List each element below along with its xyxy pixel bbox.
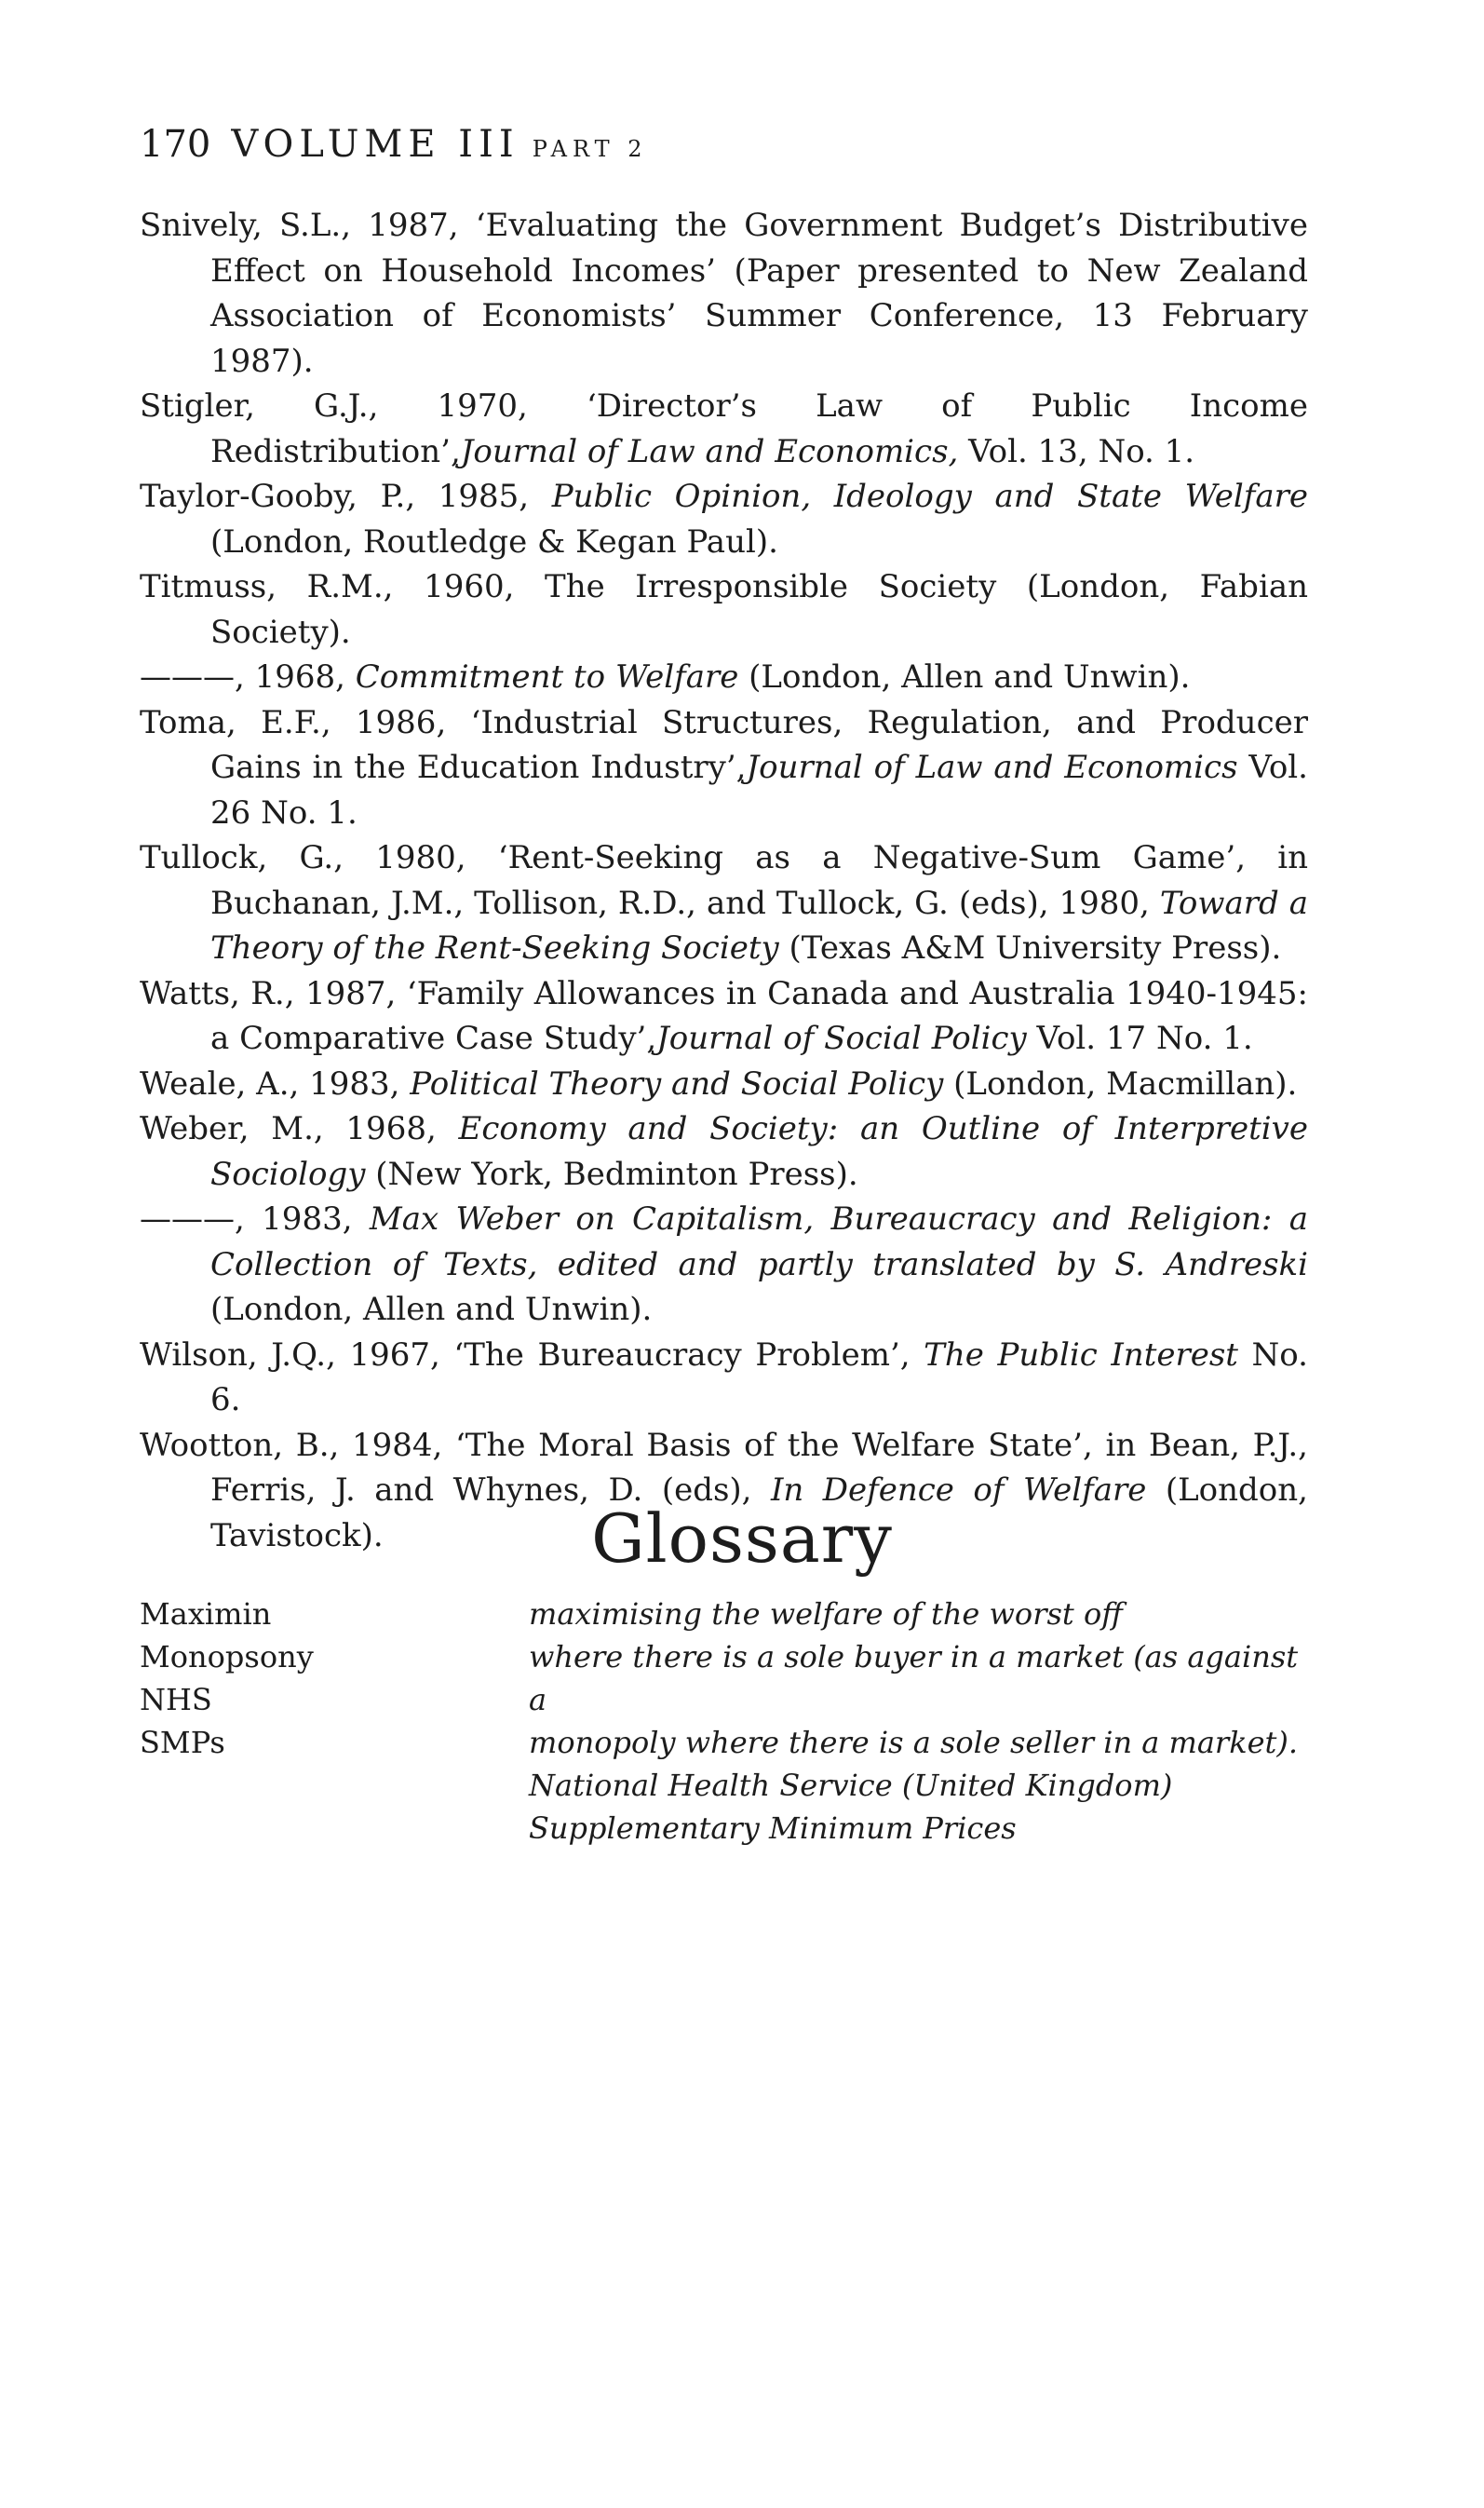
reference-title: The Public Interest — [924, 1335, 1238, 1374]
reference-title: Journal of Social Policy — [656, 1020, 1027, 1057]
glossary-definition: monopoly where there is a sole seller in a market). — [529, 1725, 1299, 1760]
reference-details: (London, Allen and Unwin). — [210, 1291, 653, 1328]
reference-title: Max Weber on Capitalism, Bureaucracy and Religion: a Collection of Texts, edited and partly translated by S. Andreski — [210, 1200, 1309, 1283]
reference-text: Watts, R., 1987, ‘Family Allowances in Canada and Australia 1940-1945: a Comparative Case Study’, — [140, 974, 1308, 1057]
glossary-definition: where there is a sole buyer in a market (as against a — [529, 1639, 1299, 1717]
reference-text: Wootton, B., 1984, ‘The Moral Basis of the Welfare State’, in Bean, P.J., Ferris, J. and Whynes, D. (eds), — [140, 1426, 1308, 1509]
volume-label: VOLUME III — [231, 123, 519, 166]
reference-text: Snively, S.L., 1987, ‘Evaluating the Government Budget’s Distributive Effect on Household Incomes’ (Paper presented to New Zealand Association of Economists’ Summer Conference, 13 February 1987). — [140, 207, 1308, 380]
reference-entry — [140, 1106, 1308, 1197]
reference-text: Weber, M., 1968, — [140, 1110, 459, 1147]
reference-details: Vol. 26 No. 1. — [210, 749, 1308, 832]
reference-title: Commitment to Welfare — [355, 658, 739, 696]
reference-title: Economy and Society: an Outline of Interpretive Sociology — [210, 1110, 1308, 1193]
reference-details: (London, Routledge & Kegan Paul). — [210, 522, 778, 561]
reference-text: ———, 1968, — [140, 658, 356, 696]
page-number: 170 — [140, 123, 211, 166]
reference-entry — [140, 971, 1308, 1062]
reference-details: (London, Allen and Unwin). — [738, 658, 1191, 696]
glossary-definitions — [529, 1593, 1311, 1850]
reference-details: (London, Tavistock). — [210, 1471, 1308, 1554]
reference-title: Journal of Law and Economics, — [460, 432, 959, 470]
reference-details: Vol. 17 No. 1. — [1026, 1020, 1253, 1057]
reference-details: Vol. 13, No. 1. — [958, 432, 1195, 470]
reference-text: Toma, E.F., 1986, ‘Industrial Structures, Regulation, and Producer Gains in the Education Industry’, — [140, 703, 1308, 786]
reference-entry — [140, 564, 1308, 655]
glossary-definition: National Health Service (United Kingdom) — [529, 1768, 1173, 1803]
reference-text: ———, 1983, — [140, 1200, 370, 1238]
reference-entry — [140, 474, 1308, 564]
reference-title: Political Theory and Social Policy — [410, 1064, 944, 1103]
glossary-term: Maximin — [140, 1596, 272, 1632]
reference-title: Public Opinion, Ideology and State Welfare — [551, 478, 1308, 515]
reference-details: (Texas A&M University Press). — [778, 929, 1282, 967]
reference-text: Tullock, G., 1980, ‘Rent-Seeking as a Negative-Sum Game’, in Buchanan, J.M., Tollison, R.D., and Tullock, G. (eds), 1980, — [140, 839, 1308, 922]
reference-text: Taylor-Gooby, P., 1985, — [140, 478, 552, 515]
reference-entry — [140, 384, 1308, 474]
reference-details: (London, Macmillan). — [943, 1064, 1298, 1103]
glossary-term: SMPs — [140, 1725, 225, 1760]
glossary-term: NHS — [140, 1682, 212, 1717]
reference-title: In Defence of Welfare — [770, 1471, 1147, 1509]
reference-entry — [140, 1197, 1308, 1333]
reference-entry — [140, 700, 1308, 836]
part-label: PART 2 — [532, 136, 648, 162]
reference-text: Titmuss, R.M., 1960, The Irresponsible Society (London, Fabian Society). — [140, 568, 1308, 651]
reference-entry — [140, 1062, 1308, 1107]
glossary-term: Monopsony — [140, 1639, 314, 1674]
glossary-terms — [140, 1593, 512, 1764]
reference-details: (New York, Bedminton Press). — [365, 1155, 858, 1193]
reference-details: No. 6. — [210, 1335, 1308, 1418]
reference-entry — [140, 655, 1308, 700]
reference-list — [140, 203, 1308, 1558]
reference-text: Wilson, J.Q., 1967, ‘The Bureaucracy Problem’, — [140, 1335, 924, 1374]
reference-text: Weale, A., 1983, — [140, 1064, 411, 1103]
reference-title: Journal of Law and Economics — [746, 749, 1238, 786]
reference-title: Toward a Theory of the Rent-Seeking Society — [210, 884, 1308, 967]
reference-text: Stigler, G.J., 1970, ‘Director’s Law of Public Income Redistribution’, — [140, 387, 1308, 470]
glossary-heading: Glossary — [591, 1499, 893, 1578]
reference-entry — [140, 203, 1308, 384]
glossary-definition: Supplementary Minimum Prices — [529, 1810, 1017, 1846]
running-head — [140, 123, 648, 166]
reference-entry — [140, 835, 1308, 971]
glossary-definition: maximising the welfare of the worst off — [529, 1596, 1123, 1632]
reference-entry — [140, 1333, 1308, 1423]
